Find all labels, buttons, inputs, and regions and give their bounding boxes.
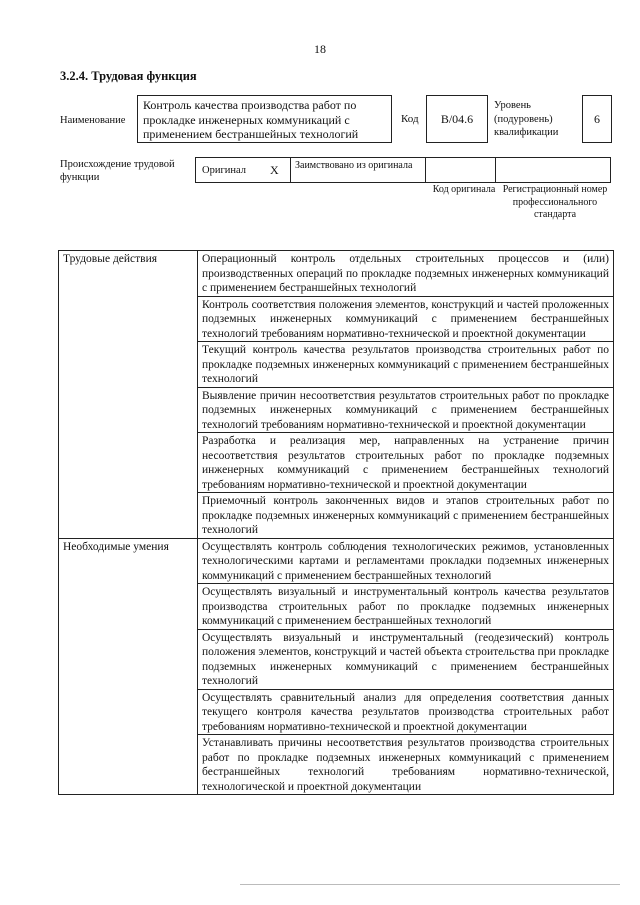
description-cell: Выявление причин несоответствия результатов строительных работ по прокладке подземных инженерных коммуникаций с применением бестраншейных технологий требованиям нормативно-технической и проектной документации xyxy=(198,387,614,433)
category-cell: Необходимые умения xyxy=(59,538,198,795)
category-cell: Трудовые действия xyxy=(59,251,198,539)
description-cell: Контроль соответствия положения элементов, конструкций и частей проложенных подземных инженерных коммуникаций с применением бестраншейных технологий требованиям нормативно-технической и проектной документации xyxy=(198,296,614,342)
name-label: Наименование xyxy=(60,115,126,126)
origin-row xyxy=(195,157,611,183)
origin-label: Происхождение трудовой функции xyxy=(60,159,175,183)
labor-function-table xyxy=(58,250,614,795)
description-cell: Осуществлять сравнительный анализ для определения соответствия данных текущего контроля качества результатов производства строительных работ требованиям нормативно-технической и проектной документации xyxy=(198,689,614,735)
registration-number-cell xyxy=(496,158,610,182)
original-cell xyxy=(196,158,291,182)
description-cell: Осуществлять визуальный и инструментальный (геодезический) контроль положения элементов, конструкций и частей объекта строительства при прокладке подземных инженерных коммуникаций с применением бестраншейных технологий xyxy=(198,629,614,689)
code-label: Код xyxy=(401,113,419,125)
qualification-level-box: 6 xyxy=(582,95,612,143)
page-number: 18 xyxy=(314,42,326,56)
scan-artifact-line xyxy=(240,884,620,885)
description-cell: Осуществлять визуальный и инструментальный контроль качества результатов производства строительных работ по прокладке подземных инженерных коммуникаций с применением бестраншейных технологий xyxy=(198,584,614,630)
section-title: 3.2.4. Трудовая функция xyxy=(60,69,197,83)
table-row xyxy=(59,251,614,297)
function-name-box: Контроль качества производства работ по прокладке инженерных коммуникаций с применением бестраншейных технологий xyxy=(137,95,392,143)
borrowed-label: Заимствовано из оригинала xyxy=(291,158,426,182)
description-cell: Текущий контроль качества результатов производства строительных работ по прокладке подземных инженерных коммуникаций с применением бестраншейных технологий xyxy=(198,342,614,388)
original-mark: X xyxy=(270,162,279,177)
description-cell: Устанавливать причины несоответствия результатов производства строительных работ по прокладке подземных инженерных коммуникаций с применением бестраншейных технологий требованиям нормативно-технической, технологической и проектной документации xyxy=(198,735,614,795)
original-label: Оригинал xyxy=(202,164,246,176)
description-cell: Приемочный контроль законченных видов и этапов строительных работ по прокладке подземных инженерных коммуникаций с применением бестраншейных технологий xyxy=(198,493,614,539)
original-code-cell xyxy=(426,158,496,182)
table-row xyxy=(59,538,614,584)
description-cell: Разработка и реализация мер, направленных на устранение причин несоответствия результатов строительных работ по прокладке подземных инженерных коммуникаций с применением бестраншейных технологий требованиям нормативно-технической и проектной документации xyxy=(198,433,614,493)
description-cell: Осуществлять контроль соблюдения технологических режимов, установленных технологическими картами и регламентами прокладки подземных инженерных коммуникаций с применением бестраншейных технологий xyxy=(198,538,614,584)
qualification-level-label: Уровень (подуровень) квалификации xyxy=(494,100,559,138)
original-code-caption: Код оригинала xyxy=(432,184,496,195)
function-code-box: B/04.6 xyxy=(426,95,488,143)
registration-number-caption: Регистрационный номер профессионального стандарта xyxy=(502,184,608,220)
description-cell: Операционный контроль отдельных строительных процессов и (или) производственных операций по прокладке подземных инженерных коммуникаций с применением бестраншейных технологий xyxy=(198,251,614,297)
